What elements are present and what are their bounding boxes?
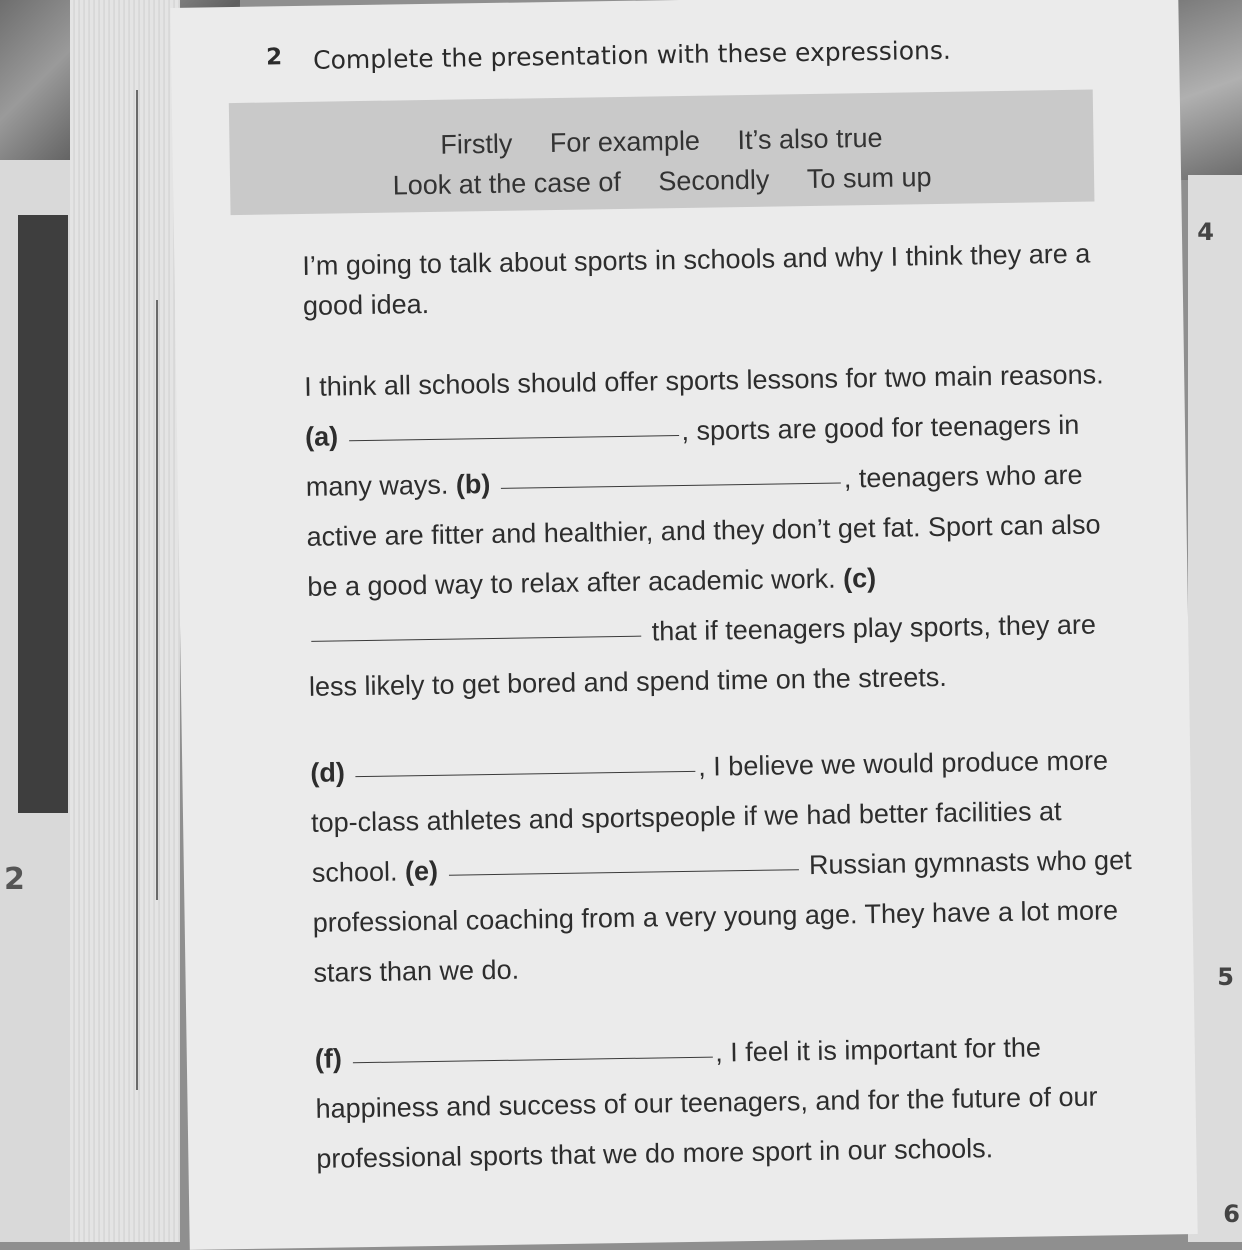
- gap-label-b: (b): [455, 469, 491, 500]
- page-edge-line: [136, 90, 138, 1090]
- book-page-edges: [70, 0, 180, 1242]
- right-page-fragment: [1188, 175, 1242, 1242]
- exercise-instruction: Complete the presentation with these expressions.: [312, 35, 952, 75]
- answer-blank-a[interactable]: [349, 434, 679, 441]
- expression-firstly[interactable]: Firstly: [440, 128, 513, 160]
- expression-row-1: [229, 120, 1093, 165]
- answer-blank-f[interactable]: [352, 1056, 712, 1064]
- gap-label-c: (c): [842, 562, 877, 594]
- gap-label-d: (d): [310, 757, 346, 788]
- workbook-page: [170, 0, 1197, 1250]
- right-page-number-4: 4: [1197, 218, 1214, 246]
- text-segment: , teenagers who are active are fitter and healthier, and they don’t get fat. Sport can also be a good way to relax after academic work.: [306, 459, 1101, 602]
- text-segment: , I feel it is important for the happiness and success of our teenagers, and for the future of our professional sports that we do more sport in our schools.: [315, 1032, 1098, 1174]
- text-segment: , I believe we would produce more top-class athletes and sportspeople if we had better facilities at school.: [310, 745, 1109, 888]
- presentation-text: [302, 233, 1147, 1220]
- expression-row-2: [230, 160, 1094, 205]
- answer-blank-e[interactable]: [449, 868, 799, 875]
- paragraph-intro: I’m going to talk about sports in schools and why I think they are a good idea.: [302, 238, 1091, 321]
- paragraph-facilities: [310, 735, 1144, 998]
- gap-label-e: (e): [404, 855, 439, 887]
- text-segment: Russian gymnasts who get professional coaching from a very young age. They have a lot more stars than we do.: [312, 845, 1132, 988]
- background-image-right: [1172, 0, 1242, 180]
- text-segment: , sports are good for teenagers in many ways.: [305, 409, 1080, 502]
- text-segment: that if teenagers play sports, they are less likely to get bored and spend time on the streets.: [308, 609, 1097, 702]
- answer-blank-b[interactable]: [501, 482, 841, 489]
- exercise-number: 2: [265, 44, 283, 71]
- expression-box: [229, 90, 1095, 216]
- right-page-number-6: 6: [1223, 1200, 1240, 1228]
- paragraph-reasons: [304, 349, 1139, 712]
- expression-to-sum-up[interactable]: To sum up: [806, 162, 932, 195]
- right-page-number-5: 5: [1217, 963, 1234, 991]
- expression-for-example[interactable]: For example: [549, 125, 701, 159]
- expression-look-at-the-case-of[interactable]: Look at the case of: [392, 166, 622, 201]
- left-book-dark-strip: [18, 215, 68, 813]
- gap-label-f: (f): [314, 1043, 343, 1074]
- expression-its-also-true[interactable]: It’s also true: [737, 122, 883, 156]
- answer-blank-c[interactable]: [311, 635, 641, 642]
- expression-secondly[interactable]: Secondly: [658, 164, 770, 197]
- gap-label-a: (a): [304, 421, 339, 452]
- left-page-number: 2: [4, 862, 25, 897]
- answer-blank-d[interactable]: [355, 770, 695, 777]
- page-edge-line: [156, 300, 158, 900]
- paragraph-conclusion: [314, 1021, 1146, 1184]
- text-segment: I think all schools should offer sports lessons for two main reasons.: [304, 359, 1104, 402]
